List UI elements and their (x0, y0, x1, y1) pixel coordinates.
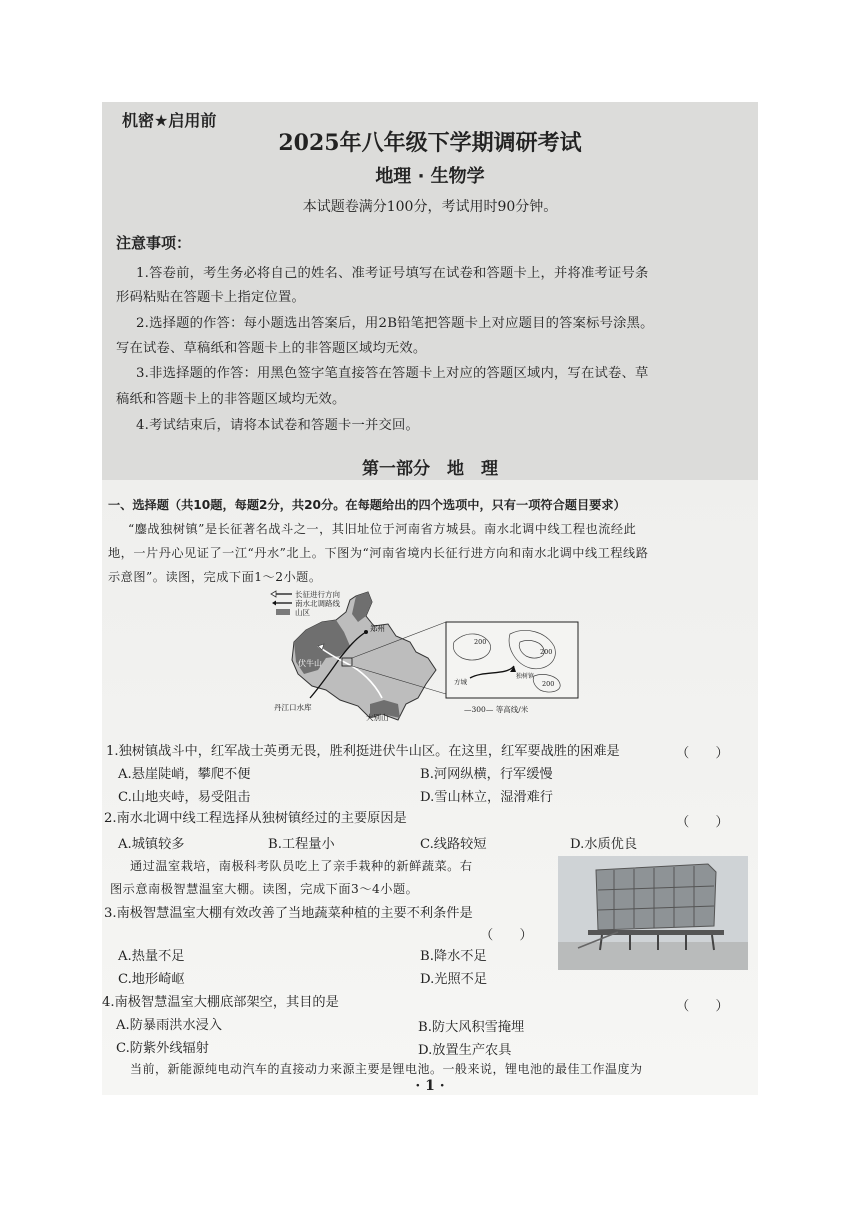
next-intro-line: 当前，新能源纯电动汽车的直接动力来源主要是锂电池。一般来说，锂电池的最佳工作温度为 (130, 1062, 643, 1076)
exam-info: 本试题卷满分100分，考试用时90分钟。 (302, 199, 558, 215)
dushu-label: 独树镇 (516, 673, 535, 680)
legend-arrow-head (271, 591, 276, 597)
notice-line: 形码粘贴在答题卡上指定位置。 (116, 290, 305, 305)
question-3-answer-slot: （ ） (480, 928, 533, 943)
question-2-answer-slot: （ ） (676, 815, 729, 830)
question-3-option-a: A.热量不足 (118, 949, 185, 964)
secret-label: 机密★启用前 (122, 111, 217, 130)
intro2-paragraph-line: 图示意南极智慧温室大棚。读图，完成下面3～4小题。 (110, 882, 419, 896)
section-heading: 一、选择题（共10题，每题2分，共20分。在每题给出的四个选项中，只有一项符合题目要求） (108, 498, 626, 512)
question-1-stem: 1.独树镇战斗中，红军战士英勇无畏，胜利挺进伏牛山区。在这里，红军要战胜的困难是 (106, 744, 620, 759)
contour-label-200: 200 (474, 638, 487, 646)
question-3-option-d: D.光照不足 (420, 972, 488, 987)
question-3-option-b: B.降水不足 (420, 949, 487, 964)
legend-water-head (272, 601, 276, 606)
question-1-option-b: B.河网纵横，行军缓慢 (420, 767, 553, 782)
question-4-stem: 4.南极智慧温室大棚底部架空，其目的是 (102, 995, 339, 1010)
zhengzhou-dot (364, 630, 368, 634)
notice-line: 2.选择题的作答：每小题选出答案后，用2B铅笔把答题卡上对应题目的答案标号涂黑。 (136, 316, 654, 331)
question-2-option-d: D.水质优良 (570, 837, 638, 852)
legend-longmarch-label: 长征进行方向 (295, 590, 340, 599)
question-2-option-a: A.城镇较多 (118, 837, 185, 852)
danjiangkou-label: 丹江口水库 (274, 703, 312, 712)
legend-mountain-swatch (276, 609, 290, 615)
part-title: 第一部分 地 理 (362, 459, 498, 479)
dabie-label: 大别山 (366, 713, 389, 722)
question-4-option-b: B.防大风积雪掩埋 (418, 1020, 525, 1035)
question-1-option-a: A.悬崖陡峭，攀爬不便 (118, 767, 251, 782)
question-2-stem: 2.南水北调中线工程选择从独树镇经过的主要原因是 (104, 811, 407, 826)
intro-paragraph-line: 地，一片丹心见证了一江“丹水”北上。下图为“河南省境内长征行进方向和南水北调中线工程线路 (108, 546, 649, 560)
funiu-label: 伏牛山 (298, 659, 322, 668)
question-4-answer-slot: （ ） (676, 999, 729, 1014)
map-legend (271, 589, 340, 617)
greenhouse-platform (588, 930, 724, 935)
contour-legend-label: —300— 等高线/米 (464, 705, 529, 714)
notice-heading: 注意事项： (116, 234, 192, 252)
notice-line: 4.考试结束后，请将本试卷和答题卡一并交回。 (136, 418, 420, 433)
question-1-option-c: C.山地夹峙，易受阻击 (118, 790, 251, 805)
intro-paragraph-line: “鏖战独树镇”是长征著名战斗之一，其旧址位于河南省方城县。南水北调中线工程也流经此 (128, 522, 637, 536)
question-4-option-d: D.放置生产农具 (418, 1043, 512, 1058)
inset-map (446, 622, 578, 714)
legend-mountain-label: 山区 (295, 608, 310, 617)
greenhouse-photo (558, 856, 748, 970)
intro2-paragraph-line: 通过温室栽培，南极科考队员吃上了亲手栽种的新鲜蔬菜。右 (130, 859, 473, 873)
notice-line: 1.答卷前，考生务必将自己的姓名、准考证号填写在试卷和答题卡上，并将准考证号条 (136, 266, 649, 281)
question-3-stem: 3.南极智慧温室大棚有效改善了当地蔬菜种植的主要不利条件是 (104, 906, 473, 921)
question-4-option-a: A.防暴雨洪水浸入 (116, 1018, 223, 1033)
question-1-option-d: D.雪山林立，湿滑难行 (420, 790, 553, 805)
page-number: · 1 · (415, 1078, 445, 1094)
contour-label-200: 200 (542, 680, 555, 688)
photo-ground (558, 942, 748, 970)
question-3-option-c: C.地形崎岖 (118, 972, 185, 987)
legend-water-label: 南水北调路线 (295, 599, 340, 608)
notice-line: 写在试卷、草稿纸和答题卡上的非答题区域均无效。 (116, 341, 427, 356)
question-2-option-b: B.工程量小 (268, 837, 335, 852)
notice-line: 稿纸和答题卡上的非答题区域均无效。 (116, 392, 346, 407)
henan-map (270, 586, 582, 724)
fangcheng-label: 方城 (454, 678, 467, 686)
question-1-answer-slot: （ ） (676, 746, 729, 761)
zhengzhou-label: 郑州 (370, 624, 385, 633)
exam-subject: 地理 · 生物学 (375, 166, 485, 187)
exam-paper (102, 102, 758, 1095)
question-4-option-c: C.防紫外线辐射 (116, 1041, 209, 1056)
contour-label-200: 200 (540, 648, 553, 656)
notice-line: 3.非选择题的作答：用黑色签字笔直接答在答题卡上对应的答题区域内，写在试卷、草 (136, 366, 649, 381)
intro-paragraph-line: 示意图”。读图，完成下面1～2小题。 (108, 570, 322, 584)
exam-title: 2025年八年级下学期调研考试 (278, 130, 582, 156)
question-2-option-c: C.线路较短 (420, 837, 487, 852)
